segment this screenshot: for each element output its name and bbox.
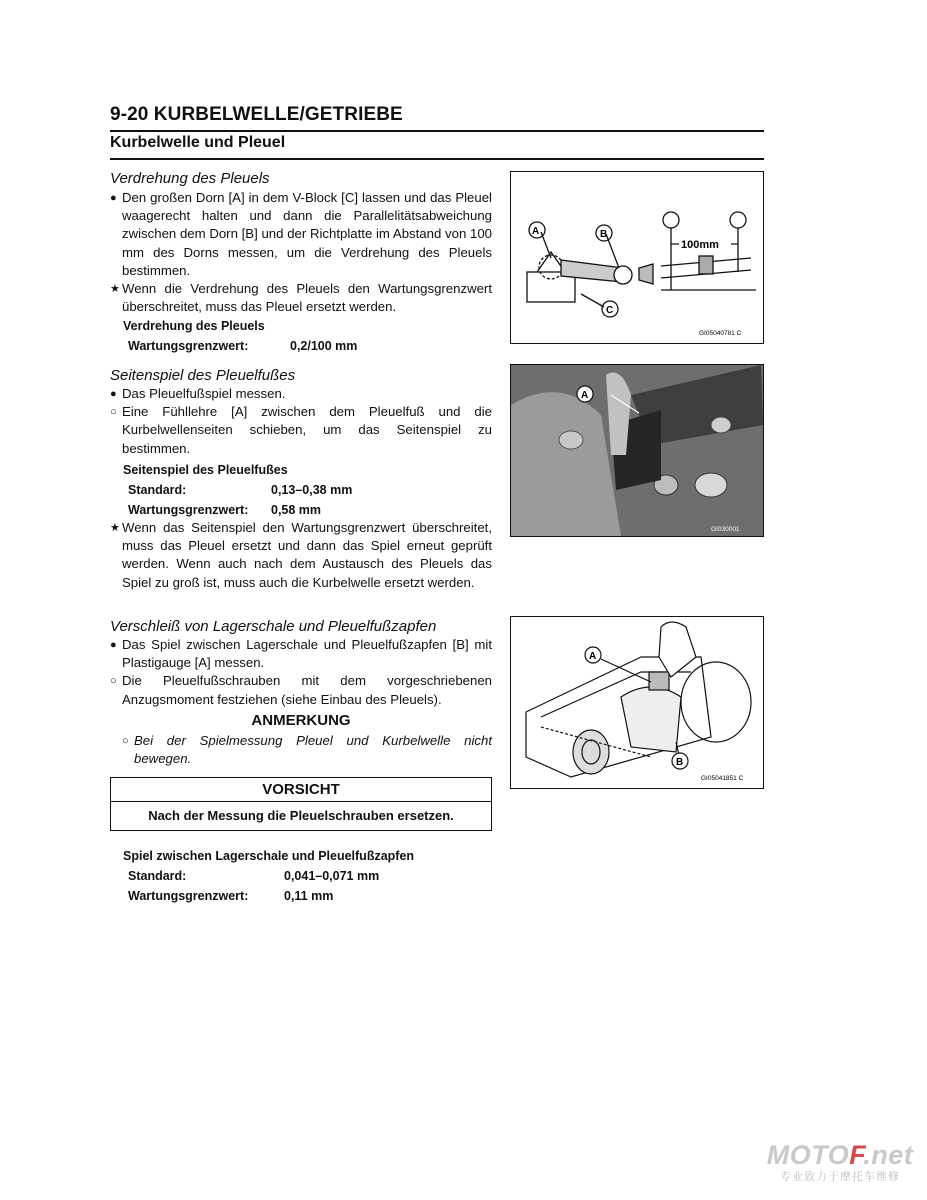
- spec-label: Wartungsgrenzwert:: [128, 889, 249, 903]
- spec-value: 0,2/100 mm: [290, 339, 358, 353]
- spec-title: Seitenspiel des Pleuelfußes: [123, 463, 288, 477]
- figure-plastigauge: [510, 616, 764, 789]
- list-item-text: Die Pleuelfußschrauben mit dem vorgeschriebenen Anzugsmoment festziehen (siehe Einbau des Pleuels).: [122, 673, 492, 707]
- list-item: [110, 519, 492, 592]
- side-clearance-photo: [511, 365, 763, 536]
- spec-row: [123, 500, 352, 520]
- bullet-marker: ●: [110, 192, 117, 204]
- s2-body: [110, 385, 492, 458]
- note-title: ANMERKUNG: [251, 712, 351, 729]
- list-item-text: Das Spiel zwischen Lagerschale und Pleuelfußzapfen [B] mit Plastigauge [A] messen.: [122, 637, 492, 671]
- spec-title: Spiel zwischen Lagerschale und Pleuelfußzapfen: [123, 849, 415, 863]
- fig1-label-c: C: [606, 305, 614, 316]
- star-marker: ★: [110, 283, 120, 296]
- spec-label: Wartungsgrenzwert:: [128, 339, 249, 353]
- page-title: 9-20 KURBELWELLE/GETRIEBE: [110, 104, 403, 125]
- spec-label: Standard:: [128, 483, 187, 497]
- plastigauge-diagram: [511, 617, 763, 788]
- fig1-dimension-label: 100mm: [681, 239, 719, 251]
- watermark-brand-accent: F: [849, 1140, 864, 1170]
- s1-spec: [123, 316, 357, 356]
- bullet-marker: ●: [110, 639, 117, 651]
- watermark-brand: [760, 1140, 920, 1171]
- list-item-text: Das Pleuelfußspiel messen.: [122, 386, 286, 401]
- note-body: [122, 732, 492, 768]
- twist-diagram: [511, 172, 763, 343]
- list-item-text: Bei der Spielmessung Pleuel und Kurbelwelle nicht bewegen.: [134, 733, 492, 767]
- spec-value: 0,13–0,38 mm: [271, 483, 353, 497]
- fig1-label-b: B: [600, 229, 608, 240]
- spec-label: Standard:: [128, 869, 187, 883]
- caution-title: VORSICHT: [111, 778, 491, 802]
- spec-row: [123, 480, 352, 500]
- figure-side-clearance-photo: [510, 364, 764, 537]
- s3-body: [110, 636, 492, 709]
- list-item-text: Wenn das Seitenspiel den Wartungsgrenzwert überschreitet, muss das Pleuel ersetzt und dann das Spiel erneut geprüft werden. Wenn auch nach dem Austausch des Pleuels das Spiel zu groß ist, muss auch die Kurbelwelle ersetzt werden.: [122, 520, 492, 590]
- fig3-label-b: B: [676, 757, 684, 768]
- fig1-code: GI05040781 C: [699, 330, 742, 337]
- s2-body-2: [110, 519, 492, 592]
- watermark-brand-suffix: .net: [863, 1140, 914, 1170]
- list-item: [110, 636, 492, 672]
- list-item: [110, 280, 492, 316]
- circle-marker: ○: [110, 675, 117, 688]
- section-title: Kurbelwelle und Pleuel: [110, 134, 286, 151]
- fig1-label-a: A: [532, 226, 540, 237]
- s1-heading: Verdrehung des Pleuels: [110, 170, 270, 187]
- spec-value: 0,041–0,071 mm: [284, 869, 380, 883]
- list-item-text: Den großen Dorn [A] in dem V-Block [C] lassen und das Pleuel waagerecht halten und dann die Parallelitätsabweichung zwischen dem Dorn [B] und der Richtplatte im Abstand von 100 mm des Dorns messen, um die Verdrehung des Pleuels bestimmen.: [122, 190, 492, 278]
- list-item-text: Eine Fühllehre [A] zwischen dem Pleuelfuß und die Kurbelwellenseiten schieben, um das Seitenspiel zu bestimmen.: [122, 404, 492, 456]
- spec-title: Verdrehung des Pleuels: [123, 319, 265, 333]
- list-item-text: Wenn die Verdrehung des Pleuels den Wartungsgrenzwert überschreitet, muss das Pleuel ersetzt werden.: [122, 281, 492, 315]
- watermark-tagline: 专业致力于摩托车维修: [780, 1171, 900, 1183]
- spec-row: [123, 886, 414, 906]
- watermark-logo: [760, 1140, 920, 1184]
- spec-value: 0,11 mm: [284, 889, 334, 903]
- star-marker: ★: [110, 522, 120, 534]
- s3-spec: [123, 846, 414, 906]
- circle-marker: ○: [122, 735, 129, 747]
- s1-body: [110, 189, 492, 316]
- spec-row: [123, 866, 414, 886]
- circle-marker: ○: [110, 406, 117, 419]
- fig2-label-a: A: [581, 390, 589, 401]
- list-item: [110, 189, 492, 280]
- s2-spec: [123, 460, 352, 520]
- title-rule: [110, 130, 764, 132]
- bullet-marker: ●: [110, 388, 117, 400]
- fig3-label-a: A: [589, 651, 597, 662]
- fig2-code: GI030001: [711, 526, 740, 533]
- list-item: [110, 385, 492, 403]
- watermark-brand-main: MOTO: [766, 1140, 850, 1170]
- list-item: [110, 672, 492, 708]
- spec-value: 0,58 mm: [271, 503, 322, 517]
- list-item: [110, 403, 492, 458]
- spec-row: [123, 336, 357, 356]
- s2-heading: Seitenspiel des Pleuelfußes: [110, 367, 296, 384]
- spec-label: Wartungsgrenzwert:: [128, 503, 249, 517]
- fig3-code: GI05041851 C: [701, 775, 744, 782]
- caution-text: Nach der Messung die Pleuelschrauben ersetzen.: [148, 808, 454, 823]
- figure-twist-measurement: [510, 171, 764, 344]
- s3-heading: Verschleiß von Lagerschale und Pleuelfußzapfen: [110, 618, 437, 635]
- caution-box: [110, 777, 492, 831]
- list-item: [122, 732, 492, 768]
- subtitle-rule: [110, 158, 764, 160]
